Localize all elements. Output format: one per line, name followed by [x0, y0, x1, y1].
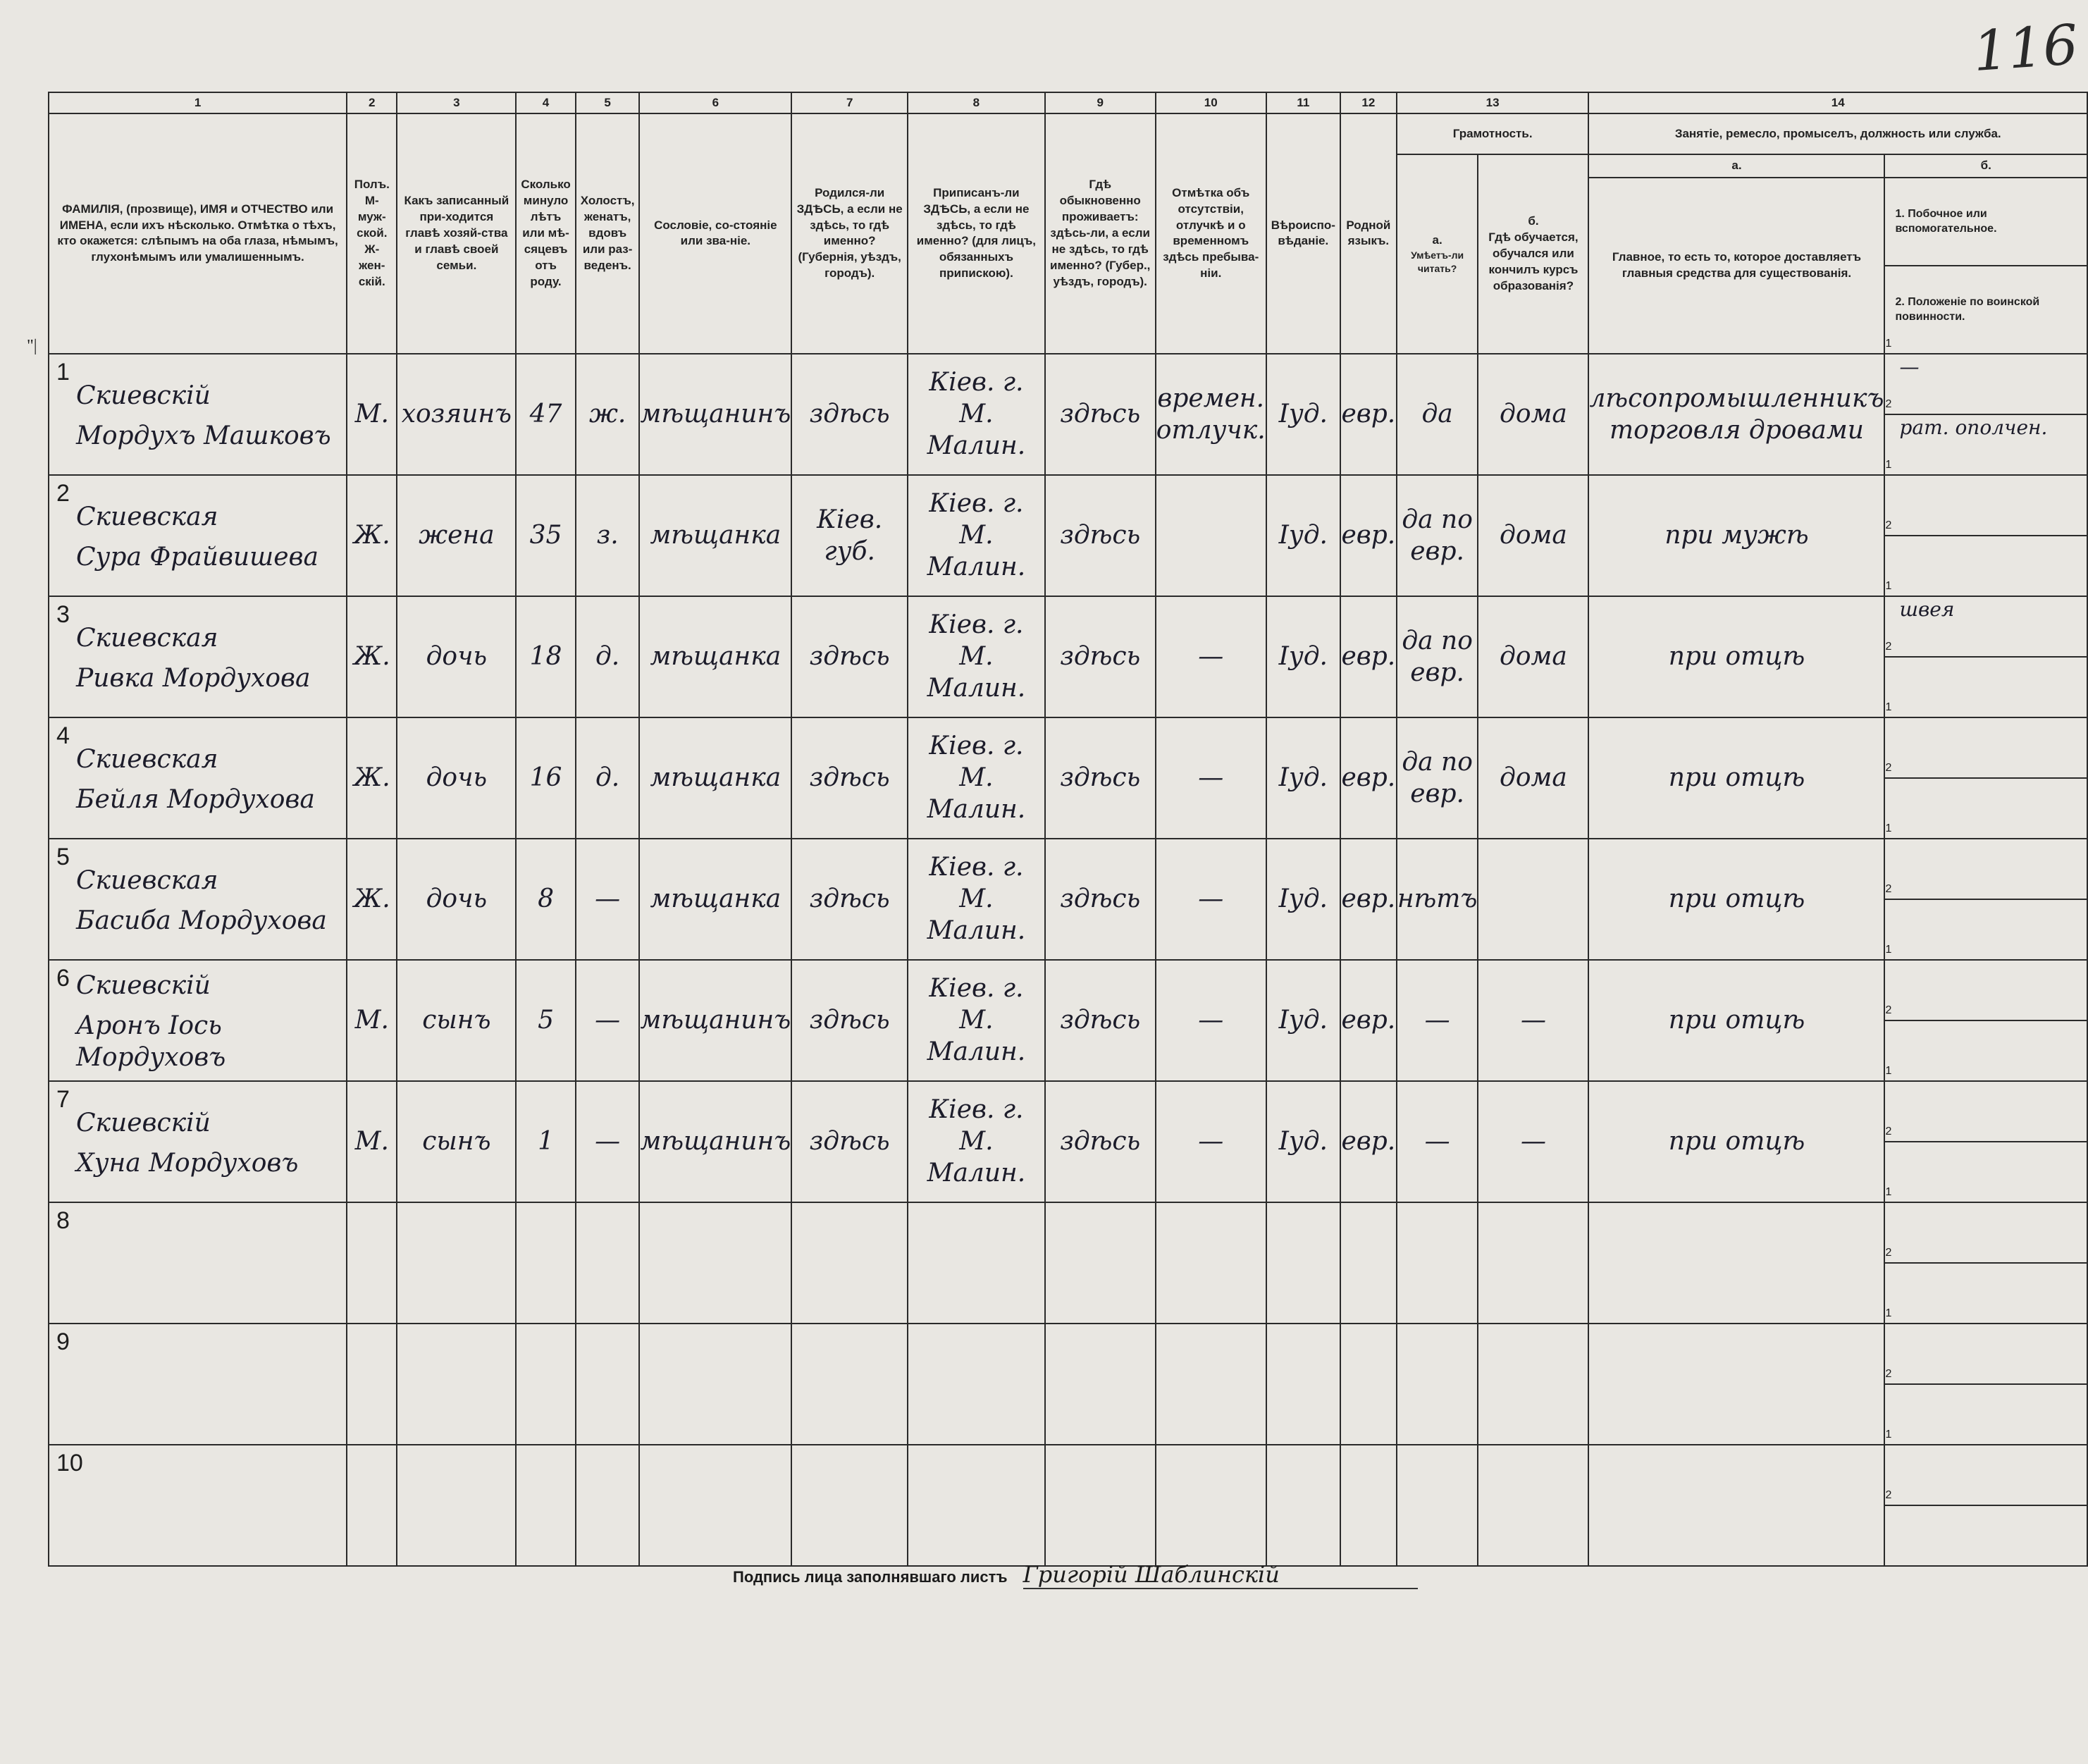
- registered-cell: Кіев. г. М. Малин.: [908, 839, 1045, 960]
- estate-cell: мѣщанка: [639, 475, 791, 596]
- occupation-cell: при мужѣ: [1588, 475, 1884, 596]
- military-cell: [1884, 882, 2087, 960]
- education-cell: —: [1478, 960, 1588, 1081]
- military-cell: [1884, 1488, 2087, 1566]
- language-cell: евр.: [1340, 960, 1397, 1081]
- relation-cell: дочь: [397, 839, 516, 960]
- sub-row-label: 1: [1885, 1428, 1892, 1441]
- name-cell: [49, 960, 347, 1081]
- literate-cell: да по евр.: [1397, 475, 1478, 596]
- absence-cell: [1156, 475, 1266, 596]
- sub-row-label: 2: [1885, 397, 1892, 410]
- relation-cell: дочь: [397, 717, 516, 839]
- literate-cell: [1397, 1324, 1478, 1445]
- given-name: Хуна Мордуховъ: [76, 1148, 299, 1178]
- relation-cell: [397, 1445, 516, 1566]
- row-number: 2: [56, 479, 70, 507]
- literate-cell: нѣтъ: [1397, 839, 1478, 960]
- religion-cell: Іуд.: [1266, 1081, 1340, 1202]
- side-occupation-cell: [1884, 1185, 2087, 1263]
- header-letter: а.: [1432, 233, 1443, 247]
- column-number: 6: [639, 92, 791, 113]
- given-name: Ривка Мордухова: [76, 663, 311, 693]
- surname: Скиевская: [76, 865, 218, 895]
- header-residence: Гдѣ обыкновенно проживаетъ: здѣсь-ли, а если не здѣсь, то гдѣ именно? (Губер., уѣздъ, городъ).: [1045, 113, 1156, 354]
- sex-cell: М.: [347, 1081, 397, 1202]
- occupation-cell: [1588, 1445, 1884, 1566]
- sex-cell: Ж.: [347, 717, 397, 839]
- given-name: Аронъ Іось Мордуховъ: [76, 1011, 226, 1073]
- header-occupation: Занятіе, ремесло, промыселъ, должность или служба.: [1588, 113, 2087, 154]
- name-cell: [49, 1202, 347, 1324]
- surname: Скиевская: [76, 744, 218, 774]
- row-number: 7: [56, 1085, 70, 1113]
- marital-cell: [576, 1445, 640, 1566]
- education-cell: дома: [1478, 596, 1588, 717]
- estate-cell: мѣщанинъ: [639, 354, 791, 475]
- marital-cell: —: [576, 1081, 640, 1202]
- education-cell: [1478, 1445, 1588, 1566]
- header-letter: б.: [1528, 214, 1539, 228]
- military-cell: [1884, 1125, 2087, 1202]
- header-can-read-label: Умѣетъ-ли читать?: [1411, 249, 1464, 274]
- person-row: [49, 475, 2087, 536]
- marital-cell: з.: [576, 475, 640, 596]
- column-number: 13: [1397, 92, 1589, 113]
- literate-cell: да по евр.: [1397, 596, 1478, 717]
- literate-cell: —: [1397, 1081, 1478, 1202]
- military-cell: [1884, 761, 2087, 839]
- occupation-cell: лѣсопромышленникъ торговля дровами: [1588, 354, 1884, 475]
- sex-cell: [347, 1202, 397, 1324]
- header-letter: б.: [1884, 154, 2087, 178]
- registered-cell: [908, 1202, 1045, 1324]
- header-education: [1478, 154, 1588, 354]
- residence-cell: здѣсь: [1045, 596, 1156, 717]
- header-name: ФАМИЛІЯ, (прозвище), ИМЯ и ОТЧЕСТВО или ИМЕНА, если ихъ нѣсколько. Отмѣтка о тѣхъ, кто окажется: слѣпымъ на оба глаза, нѣмымъ, глухонѣмымъ или умалишеннымъ.: [49, 113, 347, 354]
- education-cell: [1478, 1324, 1588, 1445]
- marital-cell: ж.: [576, 354, 640, 475]
- side-occupation-cell: [1884, 822, 2087, 899]
- row-number: 10: [56, 1449, 83, 1476]
- sex-cell: М.: [347, 960, 397, 1081]
- military-cell: [1884, 1246, 2087, 1324]
- born-cell: здѣсь: [791, 717, 908, 839]
- column-number: 11: [1266, 92, 1340, 113]
- education-cell: [1478, 1202, 1588, 1324]
- language-cell: евр.: [1340, 1081, 1397, 1202]
- column-number: 7: [791, 92, 908, 113]
- row-number: 1: [56, 358, 70, 386]
- language-cell: евр.: [1340, 717, 1397, 839]
- given-name: Басиба Мордухова: [76, 906, 327, 935]
- relation-cell: хозяинъ: [397, 354, 516, 475]
- relation-cell: дочь: [397, 596, 516, 717]
- sub-row-label: 1: [1885, 943, 1892, 956]
- header-literacy: Грамотность.: [1397, 113, 1589, 154]
- residence-cell: [1045, 1202, 1156, 1324]
- marital-cell: [576, 1202, 640, 1324]
- name-cell: [49, 1324, 347, 1445]
- person-row: [49, 1445, 2087, 1505]
- religion-cell: Іуд.: [1266, 475, 1340, 596]
- religion-cell: Іуд.: [1266, 717, 1340, 839]
- military-cell: [1884, 519, 2087, 596]
- language-cell: [1340, 1445, 1397, 1566]
- registered-cell: Кіев. г. М. Малин.: [908, 717, 1045, 839]
- born-cell: здѣсь: [791, 354, 908, 475]
- signature-label: Подпись лица заполнявшаго листъ: [733, 1568, 1008, 1586]
- religion-cell: [1266, 1445, 1340, 1566]
- column-number: 8: [908, 92, 1045, 113]
- occupation-cell: при отцѣ: [1588, 1081, 1884, 1202]
- born-cell: [791, 1445, 908, 1566]
- side-occupation-cell: [1884, 1307, 2087, 1384]
- person-row: [49, 717, 2087, 778]
- literate-cell: —: [1397, 960, 1478, 1081]
- military-cell: [1884, 1367, 2087, 1445]
- marital-cell: д.: [576, 596, 640, 717]
- estate-cell: мѣщанинъ: [639, 1081, 791, 1202]
- sex-cell: Ж.: [347, 475, 397, 596]
- census-table: [48, 92, 2088, 1567]
- column-number: 12: [1340, 92, 1397, 113]
- column-number: 3: [397, 92, 516, 113]
- born-cell: [791, 1202, 908, 1324]
- person-row: [49, 354, 2087, 414]
- header-born: Родился-ли ЗДѢСЬ, а если не здѣсь, то гдѣ именно? (Губернія, уѣздъ, городъ).: [791, 113, 908, 354]
- sub-row-label: 1: [1885, 337, 1892, 350]
- education-cell: дома: [1478, 354, 1588, 475]
- surname: Скиевская: [76, 502, 218, 531]
- military-cell: [1884, 1004, 2087, 1081]
- relation-cell: [397, 1202, 516, 1324]
- relation-cell: сынъ: [397, 1081, 516, 1202]
- header-relation: Какъ записанный при-ходится главѣ хозяй-ства и главѣ своей семьи.: [397, 113, 516, 354]
- age-cell: 8: [516, 839, 575, 960]
- relation-cell: сынъ: [397, 960, 516, 1081]
- row-number: 3: [56, 600, 70, 628]
- side-occupation-cell: [1884, 1064, 2087, 1142]
- side-occupation-cell: [1884, 458, 2087, 536]
- column-number: 4: [516, 92, 575, 113]
- given-name: Сура Фрайвишева: [76, 542, 319, 572]
- absence-cell: —: [1156, 839, 1266, 960]
- relation-cell: жена: [397, 475, 516, 596]
- sub-row-label: 2: [1885, 1125, 1892, 1137]
- person-row: [49, 839, 2087, 899]
- estate-cell: мѣщанка: [639, 596, 791, 717]
- age-cell: 18: [516, 596, 575, 717]
- header-military: 2. Положеніе по воинской повинности.: [1884, 266, 2087, 354]
- header-age: Сколько минуло лѣтъ или мѣ-сяцевъ отъ роду.: [516, 113, 575, 354]
- military-cell: [1884, 640, 2087, 717]
- estate-cell: [639, 1445, 791, 1566]
- name-cell: [49, 717, 347, 839]
- column-number: 1: [49, 92, 347, 113]
- religion-cell: Іуд.: [1266, 596, 1340, 717]
- language-cell: евр.: [1340, 596, 1397, 717]
- side-occupation-cell: [1884, 579, 2087, 657]
- language-cell: [1340, 1202, 1397, 1324]
- absence-cell: времен. отлучк.: [1156, 354, 1266, 475]
- surname: Скиевскій: [76, 1108, 211, 1137]
- registered-cell: [908, 1445, 1045, 1566]
- sub-row-label: 2: [1885, 1488, 1892, 1501]
- header-absence: Отмѣтка объ отсутствіи, отлучкѣ и о временномъ здѣсь пребыва-ніи.: [1156, 113, 1266, 354]
- surname: Скиевскій: [76, 971, 211, 1001]
- sub-row-label: 2: [1885, 761, 1892, 774]
- age-cell: 47: [516, 354, 575, 475]
- education-cell: дома: [1478, 717, 1588, 839]
- religion-cell: Іуд.: [1266, 354, 1340, 475]
- language-cell: евр.: [1340, 839, 1397, 960]
- column-number: 10: [1156, 92, 1266, 113]
- sub-row-label: 2: [1885, 1004, 1892, 1016]
- registered-cell: Кіев. г. М. Малин.: [908, 960, 1045, 1081]
- absence-cell: [1156, 1202, 1266, 1324]
- sub-row-label: 2: [1885, 1246, 1892, 1259]
- occupation-cell: при отцѣ: [1588, 717, 1884, 839]
- side-occupation: —: [1899, 354, 1920, 378]
- registered-cell: [908, 1324, 1045, 1445]
- sub-row-label: 1: [1885, 1185, 1892, 1198]
- residence-cell: здѣсь: [1045, 475, 1156, 596]
- religion-cell: Іуд.: [1266, 960, 1340, 1081]
- row-number: 8: [56, 1207, 70, 1234]
- page-number: 116: [1971, 13, 2080, 85]
- header-can-read: [1397, 154, 1478, 354]
- sex-cell: [347, 1324, 397, 1445]
- header-language: Родной языкъ.: [1340, 113, 1397, 354]
- person-row: [49, 1324, 2087, 1384]
- language-cell: [1340, 1324, 1397, 1445]
- residence-cell: здѣсь: [1045, 839, 1156, 960]
- row-number: 6: [56, 964, 70, 992]
- header-sex: Полъ. М-муж-ской. Ж-жен-скій.: [347, 113, 397, 354]
- estate-cell: мѣщанка: [639, 717, 791, 839]
- registered-cell: Кіев. г. М. Малин.: [908, 354, 1045, 475]
- age-cell: 1: [516, 1081, 575, 1202]
- registered-cell: Кіев. г. М. Малин.: [908, 596, 1045, 717]
- marital-cell: —: [576, 960, 640, 1081]
- name-cell: [49, 354, 347, 475]
- name-cell: [49, 475, 347, 596]
- person-row: [49, 1202, 2087, 1263]
- estate-cell: [639, 1324, 791, 1445]
- literate-cell: [1397, 1445, 1478, 1566]
- relation-cell: [397, 1324, 516, 1445]
- given-name: Бейля Мордухова: [76, 784, 315, 814]
- side-occupation: швея: [1899, 597, 1955, 621]
- name-cell: [49, 1081, 347, 1202]
- margin-mark: "|: [27, 337, 37, 355]
- marital-cell: [576, 1324, 640, 1445]
- sex-cell: [347, 1445, 397, 1566]
- born-cell: здѣсь: [791, 960, 908, 1081]
- column-number-row: [49, 92, 2087, 113]
- sub-row-label: 1: [1885, 579, 1892, 592]
- absence-cell: —: [1156, 596, 1266, 717]
- occupation-cell: при отцѣ: [1588, 596, 1884, 717]
- residence-cell: [1045, 1324, 1156, 1445]
- sub-row-label: 1: [1885, 458, 1892, 471]
- person-row: [49, 1081, 2087, 1142]
- column-number: 14: [1588, 92, 2087, 113]
- given-name: Мордухъ Машковъ: [76, 421, 331, 450]
- born-cell: здѣсь: [791, 839, 908, 960]
- absence-cell: —: [1156, 960, 1266, 1081]
- literate-cell: да: [1397, 354, 1478, 475]
- residence-cell: здѣсь: [1045, 354, 1156, 475]
- occupation-cell: [1588, 1324, 1884, 1445]
- sub-row-label: 2: [1885, 1367, 1892, 1380]
- person-row: [49, 960, 2087, 1020]
- header-registered: Приписанъ-ли ЗДѢСЬ, а если не здѣсь, то гдѣ именно? (для лицъ, обязанныхъ припискою).: [908, 113, 1045, 354]
- row-number: 9: [56, 1328, 70, 1355]
- header-religion: Вѣроиспо-вѣданіе.: [1266, 113, 1340, 354]
- residence-cell: здѣсь: [1045, 717, 1156, 839]
- religion-cell: [1266, 1202, 1340, 1324]
- education-cell: —: [1478, 1081, 1588, 1202]
- name-cell: [49, 1445, 347, 1566]
- sub-row-label: 2: [1885, 519, 1892, 531]
- born-cell: здѣсь: [791, 1081, 908, 1202]
- marital-cell: —: [576, 839, 640, 960]
- residence-cell: [1045, 1445, 1156, 1566]
- absence-cell: [1156, 1324, 1266, 1445]
- age-cell: 5: [516, 960, 575, 1081]
- literate-cell: да по евр.: [1397, 717, 1478, 839]
- military-cell: [1884, 397, 2087, 475]
- sub-row-label: 1: [1885, 1064, 1892, 1077]
- religion-cell: [1266, 1324, 1340, 1445]
- sub-row-label: 1: [1885, 822, 1892, 834]
- absence-cell: [1156, 1445, 1266, 1566]
- header-estate: Сословіе, со-стояніе или зва-ніе.: [639, 113, 791, 354]
- column-number: 2: [347, 92, 397, 113]
- surname: Скиевская: [76, 623, 218, 653]
- row-number: 4: [56, 722, 70, 749]
- column-number: 9: [1045, 92, 1156, 113]
- signature-value: Григорій Шаблинскій: [1023, 1561, 1418, 1589]
- estate-cell: мѣщанинъ: [639, 960, 791, 1081]
- marital-cell: д.: [576, 717, 640, 839]
- education-cell: дома: [1478, 475, 1588, 596]
- sex-cell: Ж.: [347, 839, 397, 960]
- registered-cell: Кіев. г. М. Малин.: [908, 1081, 1045, 1202]
- sub-row-label: 2: [1885, 640, 1892, 653]
- header-main-occupation: Главное, то есть то, которое доставляетъ главныя средства для существованія.: [1588, 178, 1884, 354]
- absence-cell: —: [1156, 1081, 1266, 1202]
- occupation-cell: [1588, 1202, 1884, 1324]
- absence-cell: —: [1156, 717, 1266, 839]
- side-occupation-cell: [1884, 337, 2087, 414]
- header-side-occupation: 1. Побочное или вспомогательное.: [1884, 178, 2087, 266]
- occupation-cell: при отцѣ: [1588, 839, 1884, 960]
- row-number: 5: [56, 843, 70, 870]
- header-marital: Холостъ, женатъ, вдовъ или раз-веденъ.: [576, 113, 640, 354]
- age-cell: 35: [516, 475, 575, 596]
- estate-cell: [639, 1202, 791, 1324]
- born-cell: Кіев. губ.: [791, 475, 908, 596]
- age-cell: [516, 1445, 575, 1566]
- surname: Скиевскій: [76, 381, 211, 410]
- header-letter: а.: [1588, 154, 1884, 178]
- education-cell: [1478, 839, 1588, 960]
- sub-row-label: 2: [1885, 882, 1892, 895]
- language-cell: евр.: [1340, 475, 1397, 596]
- side-occupation-cell: [1884, 701, 2087, 778]
- military-status: рат. ополчен.: [1899, 415, 2048, 439]
- estate-cell: мѣщанка: [639, 839, 791, 960]
- age-cell: 16: [516, 717, 575, 839]
- side-occupation-cell: [1884, 1428, 2087, 1505]
- sex-cell: М.: [347, 354, 397, 475]
- sub-row-label: 1: [1885, 1307, 1892, 1319]
- signature-line: [733, 1561, 1418, 1589]
- language-cell: евр.: [1340, 354, 1397, 475]
- side-occupation-cell: [1884, 943, 2087, 1020]
- residence-cell: здѣсь: [1045, 1081, 1156, 1202]
- registered-cell: Кіев. г. М. Малин.: [908, 475, 1045, 596]
- name-cell: [49, 839, 347, 960]
- age-cell: [516, 1324, 575, 1445]
- sex-cell: Ж.: [347, 596, 397, 717]
- name-cell: [49, 596, 347, 717]
- born-cell: [791, 1324, 908, 1445]
- age-cell: [516, 1202, 575, 1324]
- occupation-cell: при отцѣ: [1588, 960, 1884, 1081]
- person-row: [49, 596, 2087, 657]
- literate-cell: [1397, 1202, 1478, 1324]
- residence-cell: здѣсь: [1045, 960, 1156, 1081]
- header-education-label: Гдѣ обучается, обучался или кончилъ курсъ образованія?: [1488, 230, 1579, 292]
- sub-row-label: 1: [1885, 701, 1892, 713]
- religion-cell: Іуд.: [1266, 839, 1340, 960]
- born-cell: здѣсь: [791, 596, 908, 717]
- column-number: 5: [576, 92, 640, 113]
